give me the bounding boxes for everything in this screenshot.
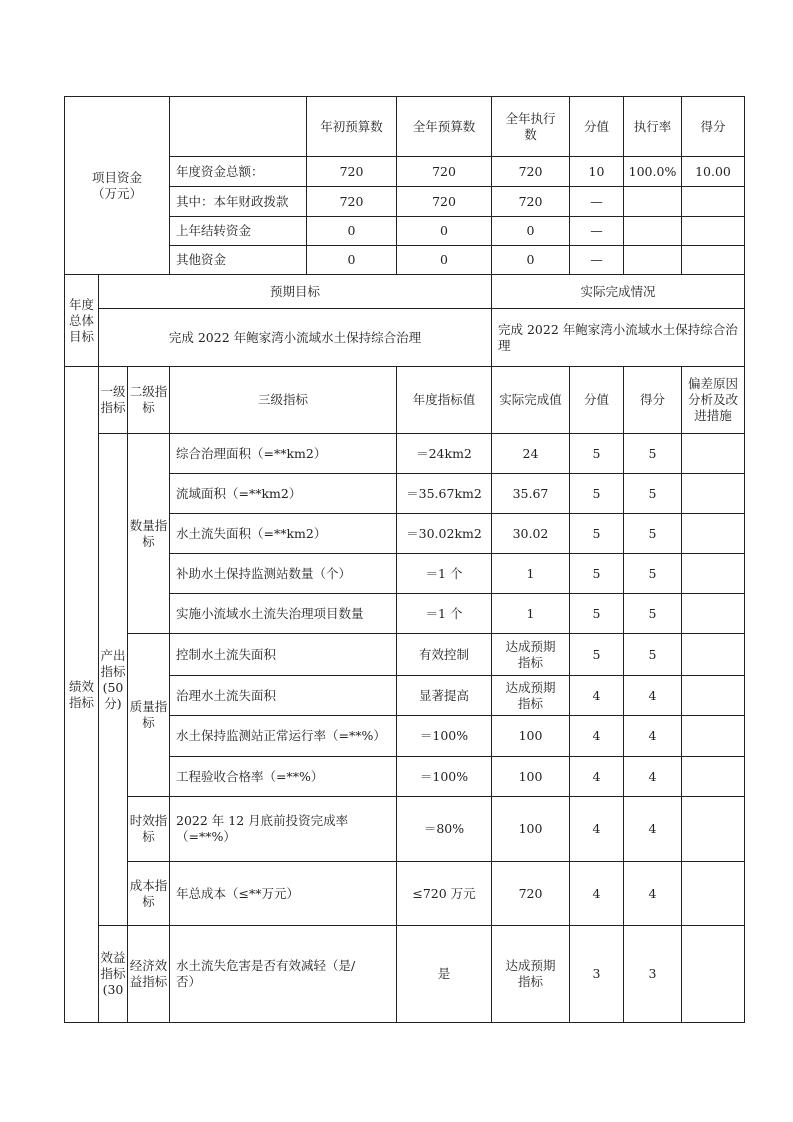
- funds-value: [624, 217, 681, 245]
- funds-value: 0: [440, 252, 448, 267]
- funds-value: [624, 187, 681, 216]
- score-weight: 4: [592, 687, 601, 703]
- score-obtained: 4: [648, 728, 657, 743]
- deviation-analysis: [682, 434, 744, 473]
- indicator-name: 综合治理面积（=**km2）: [176, 445, 327, 461]
- score-obtained: 4: [648, 768, 657, 784]
- actual-completion-value: 达成预期 指标: [505, 958, 556, 989]
- funds-value: 720: [432, 193, 456, 209]
- funds-section-label: 项目资金 （万元）: [91, 169, 142, 201]
- indicator-header-actual_value: 实际完成值: [499, 392, 562, 407]
- score-weight: 5: [592, 605, 601, 621]
- expected-goal-text: 完成 2022 年鲍家湾小流域水土保持综合治理: [168, 329, 422, 345]
- indicator-name: 补助水土保持监测站数量（个）: [176, 565, 352, 581]
- funds-row-label: 其中：本年财政拨款: [176, 193, 289, 209]
- deviation-analysis: [682, 716, 744, 756]
- score-weight: 4: [592, 728, 601, 743]
- indicator-header-level3: 三级指标: [257, 392, 308, 407]
- funds-value: 720: [432, 163, 456, 179]
- indicator-name: 流域面积（=**km2）: [176, 485, 302, 501]
- actual-status-header: 实际完成情况: [580, 283, 656, 299]
- funds-header: 执行率: [633, 118, 672, 134]
- table-rule: [744, 96, 745, 275]
- table-rule: [744, 274, 745, 367]
- funds-value: 10: [588, 163, 605, 179]
- deviation-analysis: [682, 862, 744, 925]
- indicator-name: 实施小流域水土流失治理项目数量: [176, 605, 364, 621]
- deviation-analysis: [682, 554, 744, 593]
- funds-header: 全年预算数: [412, 118, 476, 134]
- indicator-name: 治理水土流失面积: [176, 687, 277, 703]
- level2-group: 质量指标: [129, 699, 168, 730]
- annual-target-value: ＝1 个: [425, 565, 463, 581]
- score-weight: 4: [592, 821, 601, 836]
- indicator-name: 2022 年 12 月底前投资完成率 （=**%）: [176, 813, 349, 844]
- funds-header: 得分: [700, 118, 726, 134]
- deviation-analysis: [682, 514, 744, 553]
- score-obtained: 3: [648, 966, 657, 981]
- indicator-header-level1: 一级指标: [100, 384, 126, 415]
- funds-value: —: [590, 252, 603, 267]
- funds-value: 0: [347, 252, 356, 267]
- indicator-name: 水土保持监测站正常运行率（=**%）: [176, 728, 386, 743]
- deviation-analysis: [682, 676, 744, 715]
- score-obtained: 5: [648, 485, 657, 501]
- funds-value: 0: [347, 223, 356, 238]
- annual-target-value: 有效控制: [418, 646, 469, 662]
- level2-group: 数量指标: [129, 517, 168, 549]
- funds-value: 720: [518, 193, 543, 209]
- indicator-name: 工程验收合格率（=**%）: [176, 768, 324, 784]
- deviation-analysis: [682, 474, 744, 513]
- score-obtained: 5: [648, 565, 657, 581]
- actual-completion-value: 达成预期 指标: [505, 638, 556, 670]
- table-rule: [64, 1022, 745, 1023]
- score-weight: 5: [592, 445, 601, 461]
- annual-target-value: 显著提高: [418, 687, 469, 703]
- level1-output: 产出指标(50分): [100, 647, 126, 711]
- score-obtained: 4: [648, 821, 657, 836]
- actual-completion-value: 720: [518, 885, 543, 901]
- indicator-header-deviation: 偏差原因分析及改进措施: [687, 376, 738, 423]
- annual-target-value: ＝80%: [423, 821, 465, 836]
- deviation-analysis: [682, 634, 744, 675]
- funds-header: 全年执行 数: [505, 110, 556, 142]
- funds-row-label: 年度资金总额：: [176, 163, 264, 179]
- level1-benefit: 效益指标(30: [100, 950, 126, 997]
- annual-target-value: ＝100%: [419, 768, 469, 784]
- level2-group: 经济效益指标: [129, 958, 168, 989]
- funds-value: [682, 246, 744, 274]
- funds-value: 720: [339, 193, 364, 209]
- indicator-header-annual_value: 年度指标值: [412, 392, 476, 407]
- score-obtained: 5: [648, 605, 657, 621]
- funds-value: [682, 187, 744, 216]
- funds-value: 0: [526, 223, 535, 238]
- score-weight: 5: [592, 485, 601, 501]
- score-weight: 5: [592, 525, 601, 541]
- funds-value: 100.0%: [628, 163, 677, 179]
- score-weight: 4: [592, 768, 601, 784]
- funds-value: [624, 246, 681, 274]
- performance-label: 绩效指标: [68, 678, 94, 710]
- annual-target-value: ＝35.67km2: [406, 485, 482, 501]
- actual-completion-value: 达成预期 指标: [505, 679, 556, 711]
- actual-completion-value: 100: [518, 821, 543, 836]
- funds-value: 720: [518, 163, 543, 179]
- score-obtained: 5: [648, 445, 657, 461]
- funds-value: 0: [526, 252, 535, 267]
- funds-value: [682, 217, 744, 245]
- actual-completion-value: 100: [518, 728, 543, 743]
- funds-value: 0: [440, 223, 448, 238]
- indicator-header-score: 得分: [639, 392, 665, 407]
- indicator-header-score_value: 分值: [583, 392, 609, 407]
- score-weight: 5: [592, 646, 601, 662]
- funds-value: 720: [339, 163, 364, 179]
- indicator-name: 水土流失危害是否有效减轻（是/ 否）: [176, 958, 356, 989]
- annual-target-value: ≤720 万元: [412, 885, 476, 901]
- expected-goal-header: 预期目标: [269, 283, 320, 299]
- score-obtained: 4: [648, 687, 657, 703]
- score-obtained: 4: [648, 885, 657, 901]
- score-weight: 4: [592, 885, 601, 901]
- indicator-name: 年总成本（≤**万元）: [176, 885, 299, 901]
- score-obtained: 5: [648, 525, 657, 541]
- actual-completion-value: 30.02: [512, 525, 549, 541]
- annual-target-value: ＝100%: [419, 728, 469, 743]
- actual-completion-value: 100: [518, 768, 543, 784]
- score-obtained: 5: [648, 646, 657, 662]
- level2-group: 成本指标: [129, 877, 168, 909]
- deviation-analysis: [682, 757, 744, 796]
- score-weight: 5: [592, 565, 601, 581]
- annual-target-value: ＝24km2: [416, 445, 472, 461]
- funds-row-label: 其他资金: [176, 252, 227, 267]
- actual-completion-value: 1: [526, 605, 535, 621]
- deviation-analysis: [682, 797, 744, 861]
- deviation-analysis: [682, 594, 744, 633]
- funds-row-label: 上年结转资金: [176, 223, 252, 238]
- funds-header: 分值: [583, 118, 609, 134]
- deviation-analysis: [682, 926, 744, 1022]
- annual-target-value: 是: [437, 966, 451, 981]
- indicator-header-level2: 二级指标: [129, 384, 168, 415]
- funds-value: 10.00: [695, 163, 731, 179]
- actual-completion-value: 1: [526, 565, 535, 581]
- annual-goal-label: 年度总体目标: [68, 296, 94, 344]
- level2-group: 时效指标: [129, 813, 168, 844]
- actual-completion-value: 24: [522, 445, 539, 461]
- actual-status-text: 完成 2022 年鲍家湾小流域水土保持综合治理: [498, 321, 738, 353]
- score-weight: 3: [592, 966, 601, 981]
- indicator-name: 水土流失面积（=**km2）: [176, 525, 327, 541]
- funds-value: —: [590, 223, 603, 238]
- annual-target-value: ＝1 个: [425, 605, 463, 621]
- indicator-name: 控制水土流失面积: [176, 646, 277, 662]
- funds-header: 年初预算数: [320, 118, 383, 134]
- actual-completion-value: 35.67: [512, 485, 549, 501]
- funds-value: —: [590, 193, 603, 209]
- annual-target-value: ＝30.02km2: [406, 525, 482, 541]
